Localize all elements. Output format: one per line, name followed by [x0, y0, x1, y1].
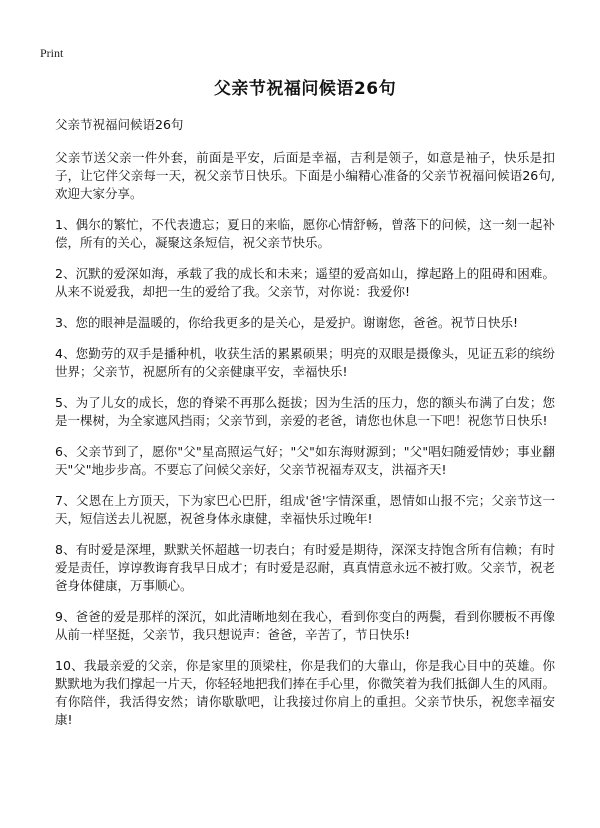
greeting-item-1: 1、偶尔的繁忙，不代表遗忘；夏日的来临，愿你心情舒畅，曾落下的问候，这一刻一起补偿，所有的关心，凝聚这条短信，祝父亲节快乐。 [55, 217, 555, 250]
greeting-item-9: 9、爸爸的爱是那样的深沉，如此清晰地刻在我心，看到你变白的两鬓，看到你腰板不再像从前一样坚挺，父亲节，我只想说声：爸爸，辛苦了，节日快乐! [55, 609, 555, 642]
greeting-item-10: 10、我最亲爱的父亲，你是家里的顶梁柱，你是我们的大靠山，你是我心目中的英雄。你默默地为我们撑起一片天，你轻轻地把我们捧在手心里，你微笑着为我们抵御人生的风雨。有你陪伴，我活得安然；请你歇歇吧，让我接过你肩上的重担。父亲节快乐，祝您幸福安康! [55, 658, 556, 727]
greeting-item-8: 8、有时爱是深埋，默默关怀超越一切表白；有时爱是期待，深深支持饱含所有信赖；有时爱是责任，谆谆教诲育我早日成才；有时爱是忍耐，真真情意永远不被打败。父亲节，祝老爸身体健康，万事顺心。 [55, 542, 556, 593]
page-title: 父亲节祝福问候语26句 [213, 79, 397, 99]
print-link[interactable]: Print [40, 46, 64, 60]
document-page [55, 78, 555, 742]
greeting-item-5: 5、为了儿女的成长，您的脊梁不再那么挺拔；因为生活的压力，您的额头布满了白发；您是一棵树，为全家遮风挡雨；父亲节到，亲爱的老爸，请您也休息一下吧！祝您节日快乐! [55, 395, 555, 428]
intro-paragraph: 父亲节送父亲一件外套，前面是平安，后面是幸福，吉利是领子，如意是袖子，快乐是扣子，让它伴父亲每一天，祝父亲节日快乐。下面是小编精心准备的父亲节祝福问候语26句,欢迎大家分享。 [55, 150, 555, 201]
greeting-item-4: 4、您勤劳的双手是播种机，收获生活的累累硕果；明亮的双眼是摄像头，见证五彩的缤纷世界；父亲节，祝愿所有的父亲健康平安，幸福快乐! [55, 346, 555, 379]
greeting-item-6: 6、父亲节到了，愿你"父"星高照运气好；"父"如东海财源到；"父"唱妇随爱情妙；事业翻天"父"地步步高。不要忘了问候父亲好，父亲节祝福寿双支，洪福齐天! [55, 444, 555, 477]
greeting-item-2: 2、沉默的爱深如海，承载了我的成长和未来；遥望的爱高如山，撑起路上的阻碍和困难。从来不说爱我，却把一生的爱给了我。父亲节，对你说：我爱你! [55, 266, 555, 299]
document-subtitle: 父亲节祝福问候语26句 [55, 117, 184, 132]
greeting-item-7: 7、父恩在上方顶天，下为家巴心巴肝，组成'爸'字情深重，恩情如山报不完；父亲节这一天，短信送去儿祝愿，祝爸身体永康健，幸福快乐过晚年! [55, 493, 555, 526]
greeting-item-3: 3、您的眼神是温暖的，你给我更多的是关心，是爱护。谢谢您，爸爸。祝节日快乐! [55, 315, 518, 330]
